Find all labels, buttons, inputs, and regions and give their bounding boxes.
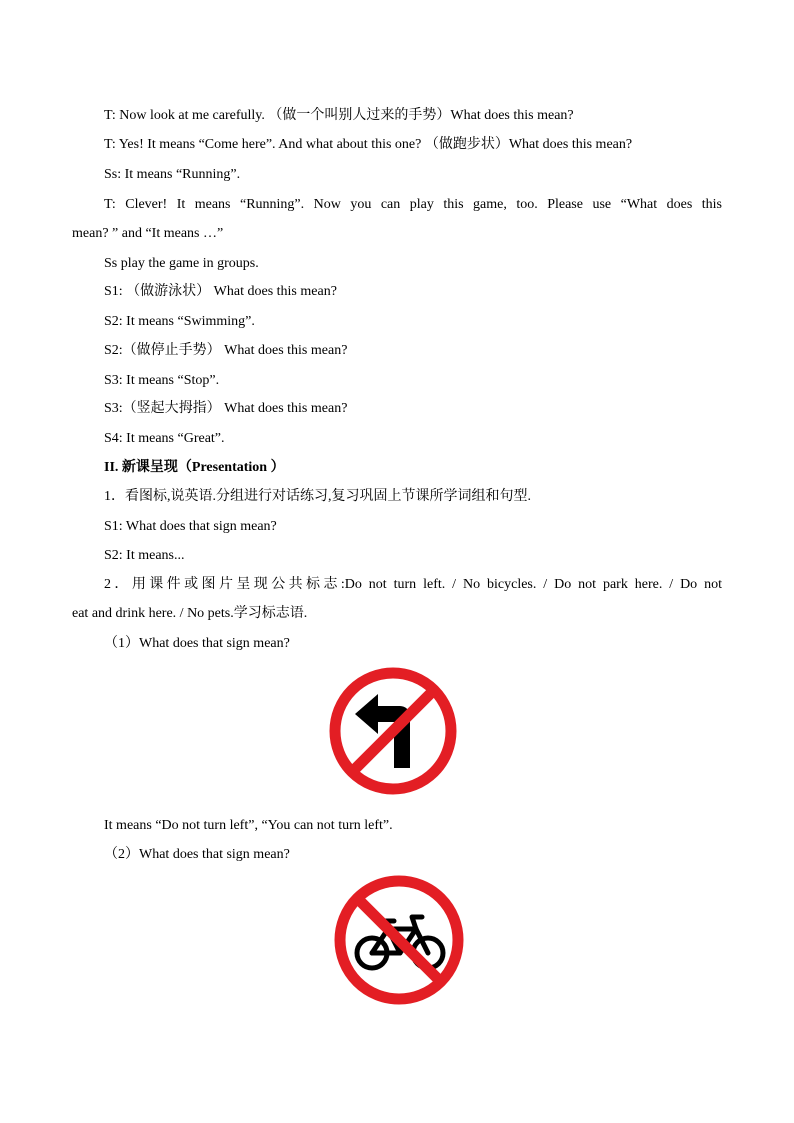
step-2-text-continued: eat and drink here. / No pets.学习标志语.	[72, 606, 308, 621]
question-1: （1）What does that sign mean?	[104, 636, 290, 651]
step-1-text: 1．看图标,说英语.分组进行对话练习,复习巩固上节课所学词组和句型.	[104, 489, 531, 504]
dialogue-line-s1: S1: （做游泳状） What does this mean?	[104, 284, 337, 299]
dialogue-line-2: T: Yes! It means “Come here”. And what about this one? （做跑步状）What does this mean?	[104, 137, 633, 152]
question-2: （2）What does that sign mean?	[104, 847, 290, 862]
dialogue-line-sign-q: S1: What does that sign mean?	[104, 519, 277, 534]
dialogue-line-3: Ss: It means “Running”.	[104, 167, 241, 182]
instruction-line: Ss play the game in groups.	[104, 256, 259, 271]
no-bicycles-sign-icon	[332, 873, 466, 1007]
dialogue-line-s4: S4: It means “Great”.	[104, 431, 225, 446]
dialogue-line-4-continued: mean? ” and “It means …”	[72, 226, 224, 241]
dialogue-line-s2b: S2:（做停止手势） What does this mean?	[104, 343, 348, 358]
dialogue-line-s3a: S3: It means “Stop”.	[104, 373, 220, 388]
dialogue-line-s3b: S3:（竖起大拇指） What does this mean?	[104, 401, 348, 416]
dialogue-line-sign-a: S2: It means...	[104, 548, 185, 563]
dialogue-line-s2a: S2: It means “Swimming”.	[104, 314, 255, 329]
dialogue-line-4: T: Clever! It means “Running”. Now you can play this game, too. Please use “What does this	[104, 197, 722, 212]
no-left-turn-sign-icon	[326, 664, 460, 798]
answer-1: It means “Do not turn left”, “You can not turn left”.	[104, 818, 393, 833]
dialogue-line-1: T: Now look at me carefully. （做一个叫别人过来的手势）What does this mean?	[104, 108, 574, 123]
section-heading: II. 新课呈现（Presentation ）	[104, 460, 285, 475]
step-2-text: 2．用课件或图片呈现公共标志:Do not turn left. / No bicycles. / Do not park here. / Do not	[104, 577, 722, 592]
